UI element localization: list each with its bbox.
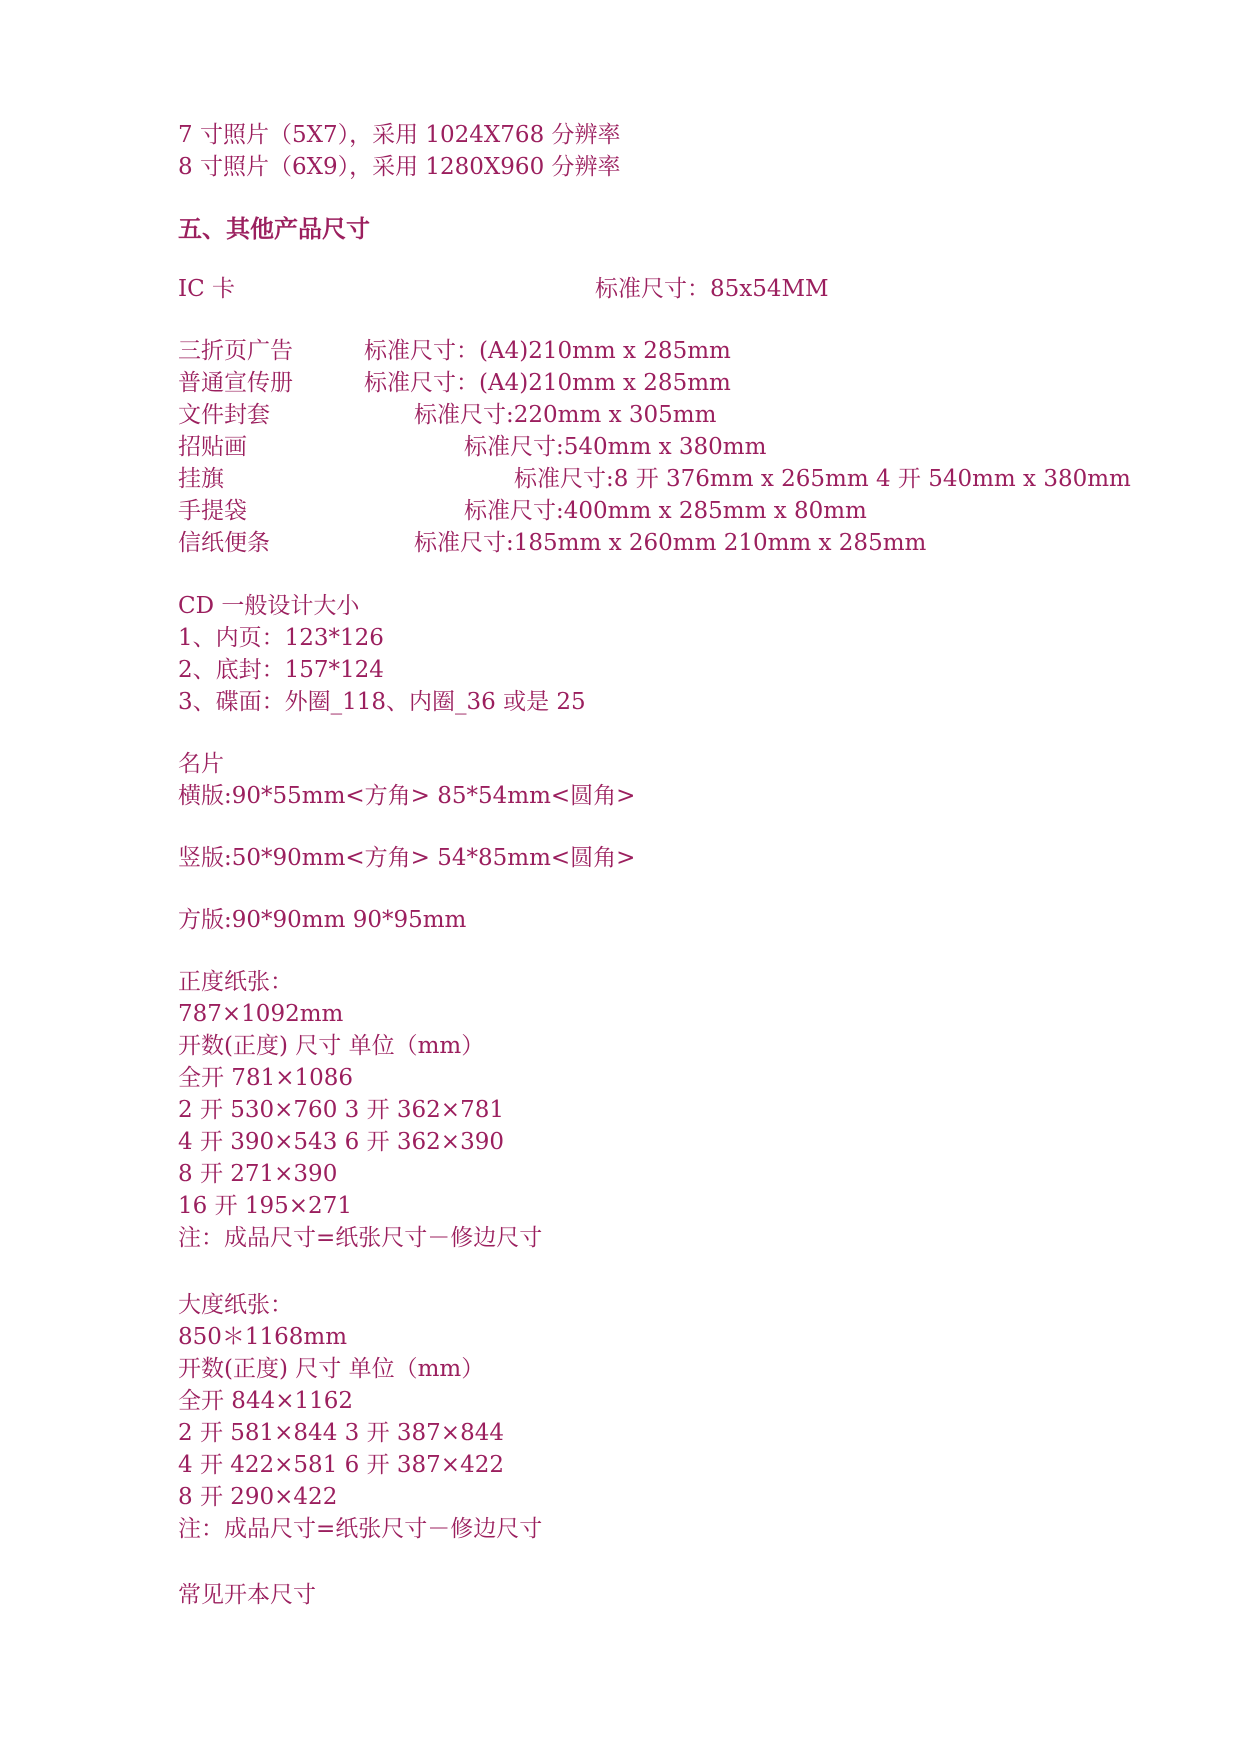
product-row [178, 367, 731, 399]
product-spec: 标准尺寸：(A4)210mm x 285mm [364, 370, 731, 396]
dadu-size: 850＊1168mm [178, 1324, 348, 1350]
common-title: 常见开本尺寸 [178, 1582, 316, 1608]
ic-card-spec: 标准尺寸：85x54MM [595, 276, 829, 302]
section-heading: 五、其他产品尺寸 [178, 214, 370, 243]
intro-line-1: 7 寸照片（5X7），采用 1024X768 分辨率 [178, 122, 621, 148]
dadu-header: 开数(正度) 尺寸 单位（mm） [178, 1356, 485, 1382]
product-row [178, 527, 927, 559]
product-name: 信纸便条 [178, 530, 270, 556]
zhengdu-row: 2 开 530×760 3 开 362×781 [178, 1097, 504, 1123]
cd-line: 3、碟面：外圈_118、内圈_36 或是 25 [178, 689, 586, 715]
product-spec: 标准尺寸:220mm x 305mm [414, 402, 717, 428]
product-row [178, 335, 731, 367]
product-row [178, 431, 767, 463]
product-name: 三折页广告 [178, 338, 293, 364]
cd-line: 2、底封：157*124 [178, 657, 384, 683]
zhengdu-row: 16 开 195×271 [178, 1193, 352, 1219]
cd-line: 1、内页：123*126 [178, 625, 384, 651]
dadu-row: 全开 844×1162 [178, 1388, 354, 1414]
zhengdu-row: 全开 781×1086 [178, 1065, 354, 1091]
product-spec: 标准尺寸:8 开 376mm x 265mm 4 开 540mm x 380mm [514, 466, 1131, 492]
zhengdu-header: 开数(正度) 尺寸 单位（mm） [178, 1033, 485, 1059]
product-spec: 标准尺寸:540mm x 380mm [464, 434, 767, 460]
product-spec: 标准尺寸:400mm x 285mm x 80mm [464, 498, 867, 524]
dadu-row: 8 开 290×422 [178, 1484, 338, 1510]
zhengdu-size: 787×1092mm [178, 1001, 344, 1027]
zhengdu-row: 8 开 271×390 [178, 1161, 338, 1187]
product-name: 手提袋 [178, 498, 247, 524]
product-name: 文件封套 [178, 402, 270, 428]
product-name: 普通宣传册 [178, 370, 293, 396]
dadu-title: 大度纸张： [178, 1292, 293, 1318]
zhengdu-row: 4 开 390×543 6 开 362×390 [178, 1129, 504, 1155]
zhengdu-note: 注：成品尺寸=纸张尺寸－修边尺寸 [178, 1225, 543, 1251]
product-row [178, 463, 1131, 495]
ic-card-name: IC 卡 [178, 276, 235, 302]
product-name: 招贴画 [178, 434, 247, 460]
product-spec: 标准尺寸:185mm x 260mm 210mm x 285mm [414, 530, 927, 556]
product-spec: 标准尺寸：(A4)210mm x 285mm [364, 338, 731, 364]
card-horizontal: 横版:90*55mm<方角> 85*54mm<圆角> [178, 783, 636, 809]
card-vertical: 竖版:50*90mm<方角> 54*85mm<圆角> [178, 845, 636, 871]
dadu-note: 注：成品尺寸=纸张尺寸－修边尺寸 [178, 1516, 543, 1542]
card-title: 名片 [178, 751, 224, 777]
zhengdu-title: 正度纸张： [178, 969, 293, 995]
product-row [178, 399, 717, 431]
dadu-row: 2 开 581×844 3 开 387×844 [178, 1420, 504, 1446]
product-name: 挂旗 [178, 466, 224, 492]
ic-card-row [178, 273, 829, 305]
intro-line-2: 8 寸照片（6X9），采用 1280X960 分辨率 [178, 154, 621, 180]
product-row [178, 495, 867, 527]
cd-title: CD 一般设计大小 [178, 593, 360, 619]
card-square: 方版:90*90mm 90*95mm [178, 907, 467, 933]
dadu-row: 4 开 422×581 6 开 387×422 [178, 1452, 504, 1478]
